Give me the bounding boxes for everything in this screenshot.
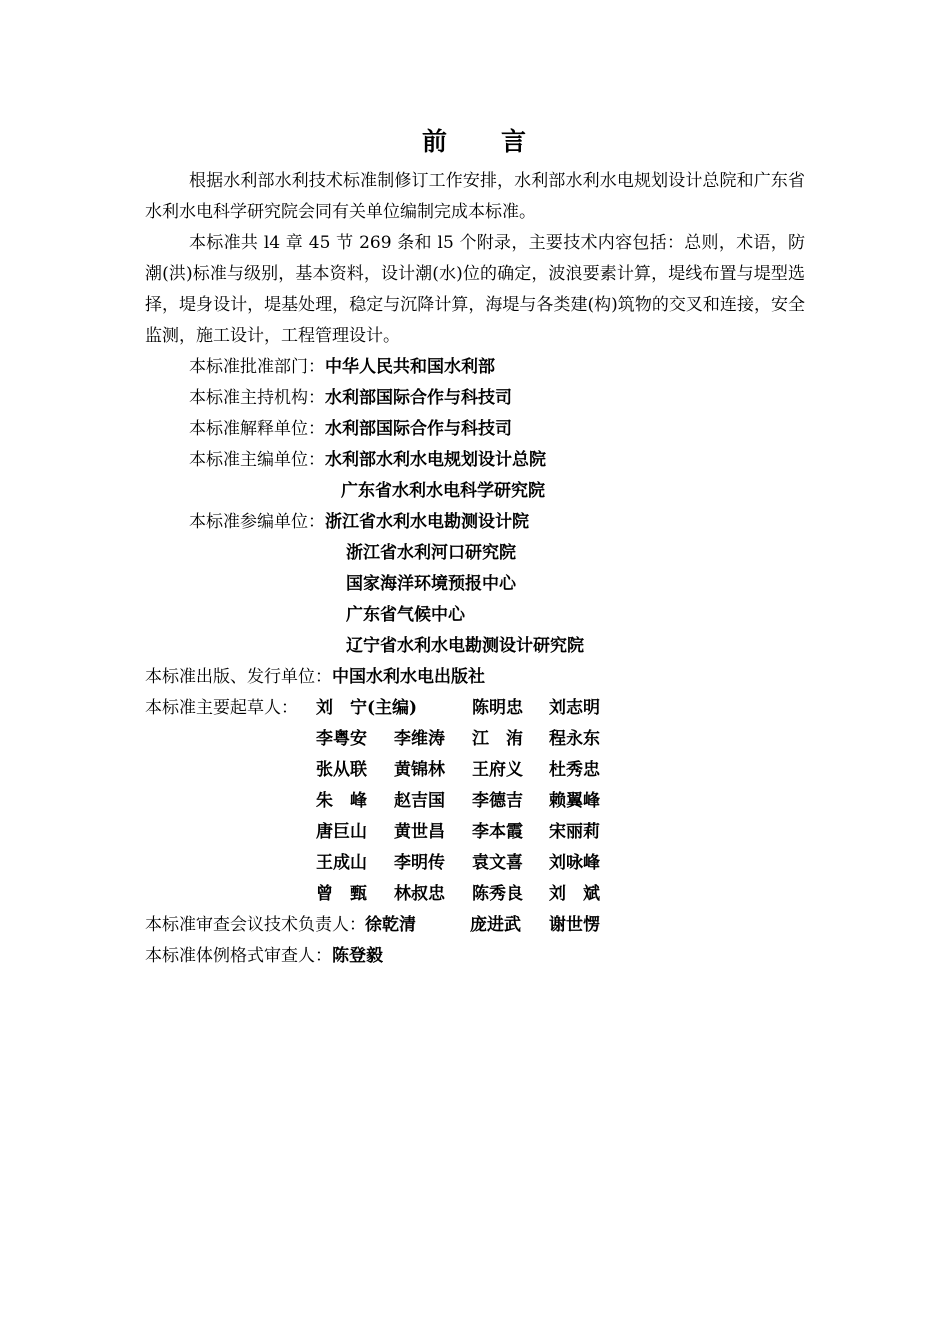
format-review-value: 陈登毅 (332, 946, 383, 966)
reviewer-name: 徐乾清 (365, 915, 416, 935)
approve-value: 中华人民共和国水利部 (325, 357, 495, 377)
title-char-1: 前 (421, 127, 449, 156)
participate-value-4: 广东省气候中心 (346, 605, 465, 625)
drafter-name: 宋丽莉 (549, 822, 600, 842)
drafter-name: 杜秀忠 (549, 760, 600, 780)
participate-value-1: 浙江省水利水电勘测设计院 (325, 512, 529, 532)
drafter-name: 李粤安 (316, 729, 367, 749)
participate-value-5: 辽宁省水利水电勘测设计研究院 (346, 636, 584, 656)
content-paragraph: 本标准共 l4 章 45 节 269 条和 l5 个附录，主要技术内容包括：总则，术语，防潮(洪)标准与级别，基本资料，设计潮(水)位的确定，波浪要素计算，堤线布置与堤型选择，堤身设计，堤基处理，稳定与沉降计算，海堤与各类建(构)筑物的交叉和连接，安全监测，施工设计，工程管理设计。 (145, 233, 805, 346)
drafter-name: 赖翼峰 (549, 791, 600, 811)
drafter-name: 刘 斌 (549, 884, 600, 904)
drafter-name: 王府义 (472, 760, 523, 780)
drafter-name: 黄锦林 (394, 760, 445, 780)
drafters-label: 本标准主要起草人： (145, 698, 298, 718)
drafter-name: 刘志明 (549, 698, 600, 718)
chief-value-1: 水利部水利水电规划设计总院 (325, 450, 546, 470)
drafter-name: 赵吉国 (394, 791, 445, 811)
participate-label: 本标准参编单位： (189, 512, 325, 532)
host-row (189, 383, 512, 414)
drafter-name: 黄世昌 (394, 822, 445, 842)
chief-row (189, 445, 546, 476)
drafter-name: 李维涛 (394, 729, 445, 749)
interpret-row (189, 414, 512, 445)
drafter-name: 李明传 (394, 853, 445, 873)
drafter-name: 江 洧 (472, 729, 523, 749)
interpret-value: 水利部国际合作与科技司 (325, 419, 512, 439)
drafter-name: 袁文喜 (472, 853, 523, 873)
participate-row (189, 507, 529, 538)
participate-value-3: 国家海洋环境预报中心 (346, 574, 516, 594)
drafter-name: 林叔忠 (394, 884, 445, 904)
approve-row (189, 352, 495, 383)
intro-paragraph: 根据水利部水利技术标准制修订工作安排，水利部水利水电规划设计总院和广东省水利水电科学研究院会同有关单位编制完成本标准。 (145, 171, 805, 222)
drafter-name: 曾 甄 (316, 884, 367, 904)
publisher-value: 中国水利水电出版社 (332, 667, 485, 687)
host-value: 水利部国际合作与科技司 (325, 388, 512, 408)
publisher-row (145, 662, 485, 693)
drafter-name: 刘 宁(主编) (316, 698, 418, 718)
reviewer-name: 庞进武 (470, 915, 521, 935)
drafter-name: 朱 峰 (316, 791, 367, 811)
drafter-name: 刘咏峰 (549, 853, 600, 873)
chief-value-2: 广东省水利水电科学研究院 (341, 481, 545, 501)
drafter-name: 李本霞 (472, 822, 523, 842)
review-tech-label: 本标准审查会议技术负责人： (145, 915, 366, 935)
host-label: 本标准主持机构： (189, 388, 325, 408)
chief-label: 本标准主编单位： (189, 450, 325, 470)
title-char-2: 言 (501, 127, 529, 156)
interpret-label: 本标准解释单位： (189, 419, 325, 439)
drafter-name: 程永东 (549, 729, 600, 749)
format-review-label: 本标准体例格式审查人： (145, 946, 332, 966)
drafter-name: 王成山 (316, 853, 367, 873)
drafter-name: 唐巨山 (316, 822, 367, 842)
drafter-name: 张从联 (316, 760, 367, 780)
drafter-name: 陈明忠 (472, 698, 523, 718)
format-review-row (145, 941, 383, 972)
page-title (0, 122, 950, 158)
drafter-name: 李德吉 (472, 791, 523, 811)
approve-label: 本标准批准部门： (189, 357, 325, 377)
participate-value-2: 浙江省水利河口研究院 (346, 543, 516, 563)
drafter-name: 陈秀良 (472, 884, 523, 904)
reviewer-name: 谢世愣 (549, 915, 600, 935)
publisher-label: 本标准出版、发行单位： (145, 667, 332, 687)
